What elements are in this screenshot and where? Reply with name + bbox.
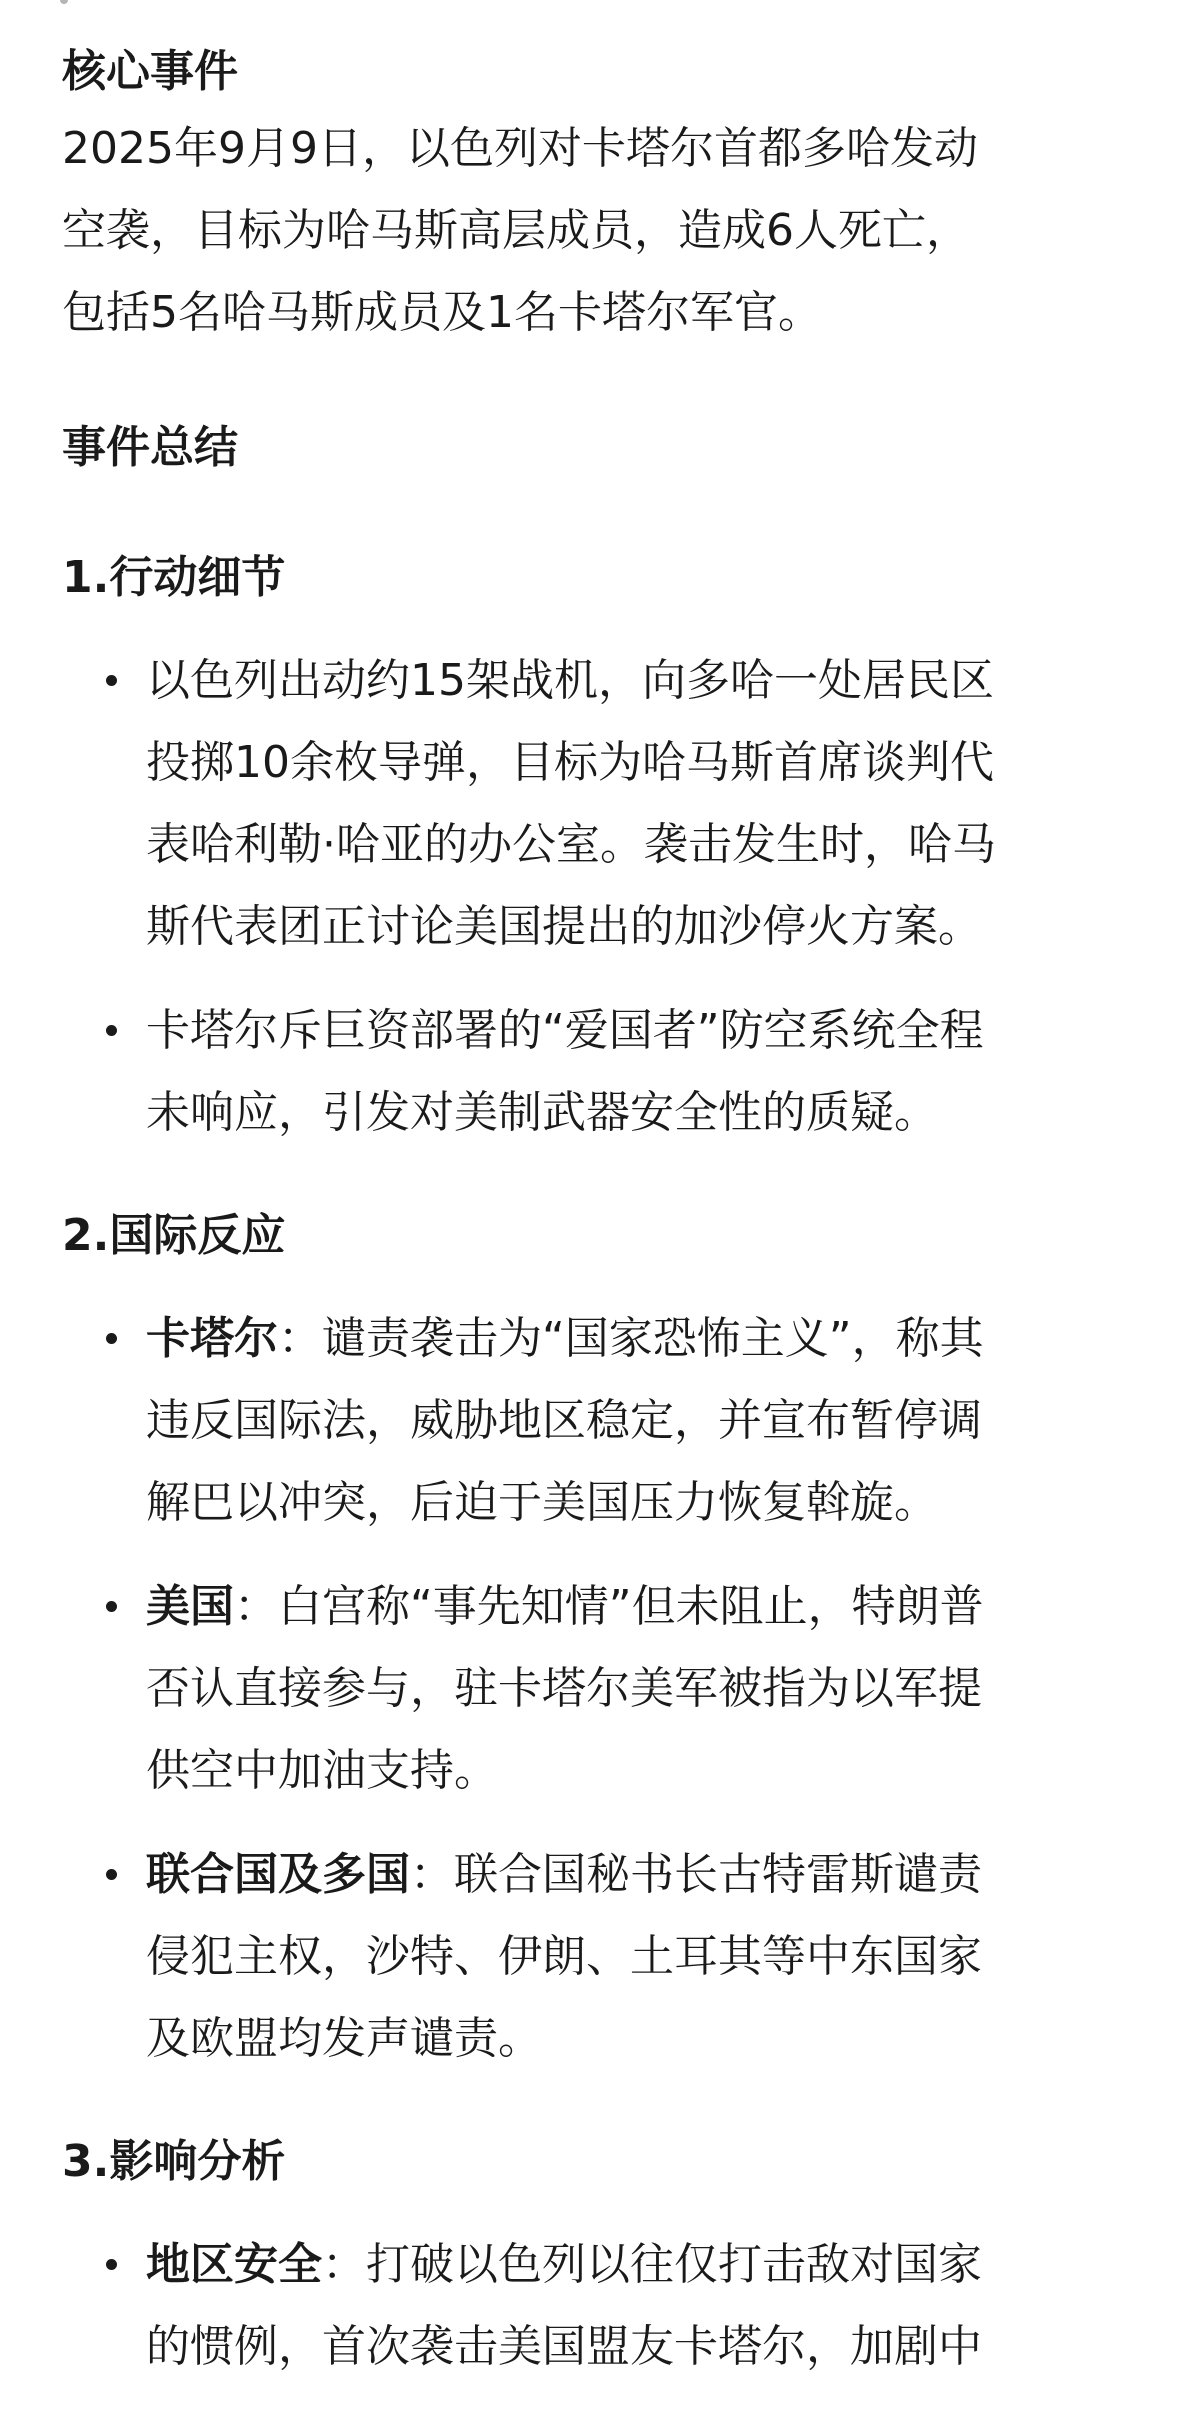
bullet-dot-icon (106, 675, 117, 686)
scroll-remnant-dot (60, 0, 68, 4)
list-item: 美国：白宫称“事先知情”但未阻止，特朗普 否认直接参与，驻卡塔尔美军被指为以军提 供空中加油支持。 (62, 1566, 1142, 1812)
core-event-paragraph (62, 108, 1142, 354)
bullet-label: 联合国及多国 (146, 1849, 410, 1900)
impact-analysis-list (62, 2224, 1142, 2388)
action-details-list (62, 640, 1142, 1154)
article-content (62, 40, 1142, 2388)
list-item: 联合国及多国：联合国秘书长古特雷斯谴责 侵犯主权，沙特、伊朗、土耳其等中东国家 及欧盟均发声谴责。 (62, 1834, 1142, 2080)
core-event-line: 2025年9月9日，以色列对卡塔尔首都多哈发动 (62, 123, 978, 174)
list-item: 卡塔尔斥巨资部署的“爱国者”防空系统全程 未响应，引发对美制武器安全性的质疑。 (62, 990, 1142, 1154)
bullet-dot-icon (106, 1601, 117, 1612)
core-event-line: 空袭，目标为哈马斯高层成员，造成6人死亡， (62, 205, 970, 256)
core-event-line: 包括5名哈马斯成员及1名卡塔尔军官。 (62, 287, 822, 338)
bullet-dot-icon (106, 1333, 117, 1344)
bullet-dot-icon (106, 1869, 117, 1880)
list-item: 地区安全：打破以色列以往仅打击敌对国家 的惯例，首次袭击美国盟友卡塔尔，加剧中 (62, 2224, 1142, 2388)
bullet-label: 地区安全 (146, 2239, 322, 2290)
international-reaction-list (62, 1298, 1142, 2080)
summary-heading: 事件总结 (62, 422, 238, 473)
bullet-label: 卡塔尔 (146, 1313, 278, 1364)
list-item: 以色列出动约15架战机，向多哈一处居民区 投掷10余枚导弹，目标为哈马斯首席谈判代 表哈利勒·哈亚的办公室。袭击发生时，哈马 斯代表团正讨论美国提出的加沙停火方案。 (62, 640, 1142, 968)
bullet-label: 美国 (146, 1581, 234, 1632)
section-heading-action-details: 1.行动细节 (62, 552, 286, 603)
list-item: 卡塔尔：谴责袭击为“国家恐怖主义”，称其 违反国际法，威胁地区稳定，并宣布暂停调 解巴以冲突，后迫于美国压力恢复斡旋。 (62, 1298, 1142, 1544)
section-heading-international-reaction: 2.国际反应 (62, 1210, 286, 1261)
section-heading-impact-analysis: 3.影响分析 (62, 2136, 286, 2187)
core-event-heading: 核心事件 (62, 46, 238, 97)
bullet-dot-icon (106, 1025, 117, 1036)
bullet-dot-icon (106, 2259, 117, 2270)
